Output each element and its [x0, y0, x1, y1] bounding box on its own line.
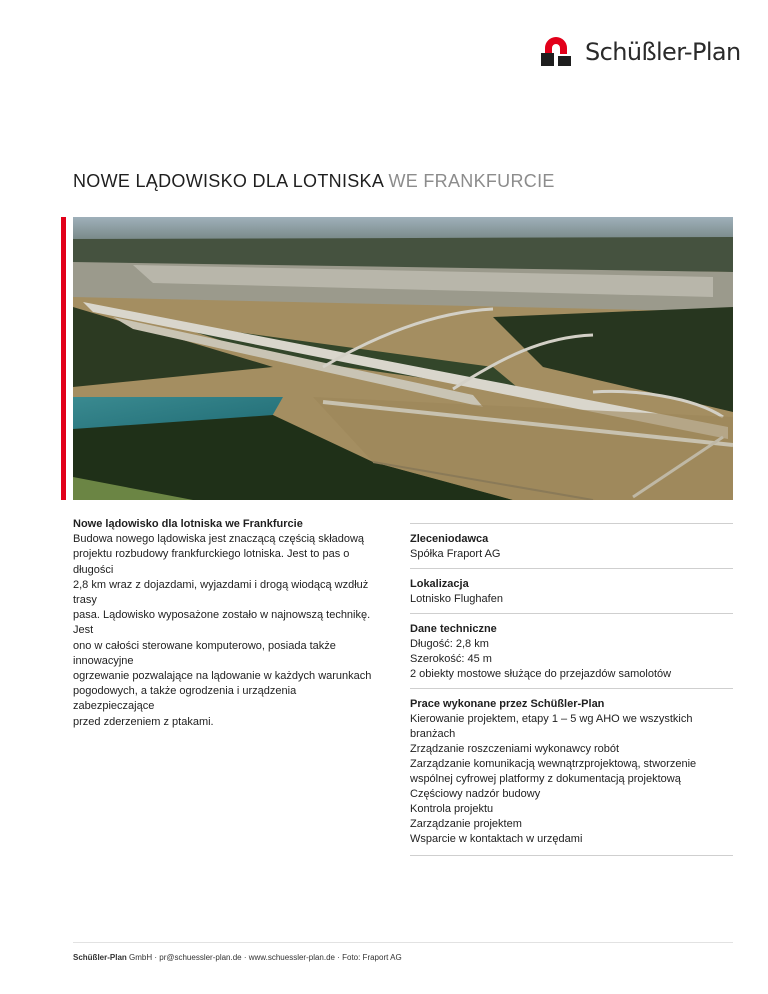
description-line: 2,8 km wraz z dojazdami, wyjazdami i drogą wiodącą wzdłuż trasy [73, 578, 369, 607]
logo-text: Schüßler-Plan [585, 38, 741, 66]
footer-contact: GmbH · pr@schuessler-plan.de · www.schuessler-plan.de · Foto: Fraport AG [126, 953, 402, 962]
info-line: 2 obiekty mostowe służące do przejazdów samolotów [410, 668, 672, 680]
info-location [410, 568, 733, 613]
info-line: Częściowy nadzór budowy [410, 788, 541, 800]
info-line: Wsparcie w kontaktach w urzędami [410, 833, 583, 845]
info-client [410, 523, 733, 568]
info-line: Zarządzanie projektem [410, 818, 522, 830]
description-line: pasa. Lądowisko wyposażone zostało w najnowszą technikę. Jest [73, 609, 371, 637]
description-line: projektu rozbudowy frankfurckiego lotniska. Jest to pas o długości [73, 548, 350, 576]
info-line: Zrządzanie roszczeniami wykonawcy robót [410, 743, 620, 755]
description-line: ono w całości sterowane komputerowo, posiada także innowacyjne [73, 639, 336, 667]
footer [73, 953, 402, 962]
info-heading: Dane techniczne [410, 623, 497, 635]
info-line: Lotnisko Flughafen [410, 593, 503, 605]
accent-bar [61, 217, 66, 500]
info-heading: Prace wykonane przez Schüßler-Plan [410, 698, 605, 710]
company-logo [539, 34, 741, 70]
description-line: pogodowych, a także ogrodzenia i urządzenia zabezpieczające [73, 685, 297, 713]
info-heading: Zleceniodawca [410, 533, 489, 545]
project-description [73, 517, 373, 730]
description-line: Budowa nowego lądowiska jest znaczącą częścią składową [73, 533, 365, 546]
info-line: Długość: 2,8 km [410, 638, 489, 650]
title-part-1: NOWE LĄDOWISKO DLA LOTNISKA [73, 171, 384, 191]
info-line: Szerokość: 45 m [410, 653, 492, 665]
title-part-2: WE FRANKFURCIE [388, 171, 555, 191]
info-line: wspólnej cyfrowej platformy z dokumentacją projektową [410, 773, 681, 785]
footer-company: Schüßler-Plan [73, 953, 127, 962]
info-line: Kierowanie projektem, etapy 1 – 5 wg AHO we wszystkich branżach [410, 713, 693, 740]
info-line: Kontrola projektu [410, 803, 494, 815]
description-line: przed zderzeniem z ptakami. [73, 715, 214, 728]
description-heading: Nowe lądowisko dla lotniska we Frankfurcie [73, 518, 303, 530]
info-technical-data [410, 613, 733, 688]
info-heading: Lokalizacja [410, 578, 469, 590]
info-line: Zarządzanie komunikacją wewnątrzprojektową, stworzenie [410, 758, 697, 770]
aerial-photo [73, 217, 733, 500]
info-line: Spółka Fraport AG [410, 548, 501, 560]
footer-divider [73, 942, 733, 943]
project-info [410, 523, 733, 856]
description-line: ogrzewanie pozwalające na lądowanie w każdych warunkach [73, 670, 372, 683]
page-title [73, 171, 555, 192]
logo-mark-icon [539, 34, 575, 70]
info-services [410, 688, 733, 856]
